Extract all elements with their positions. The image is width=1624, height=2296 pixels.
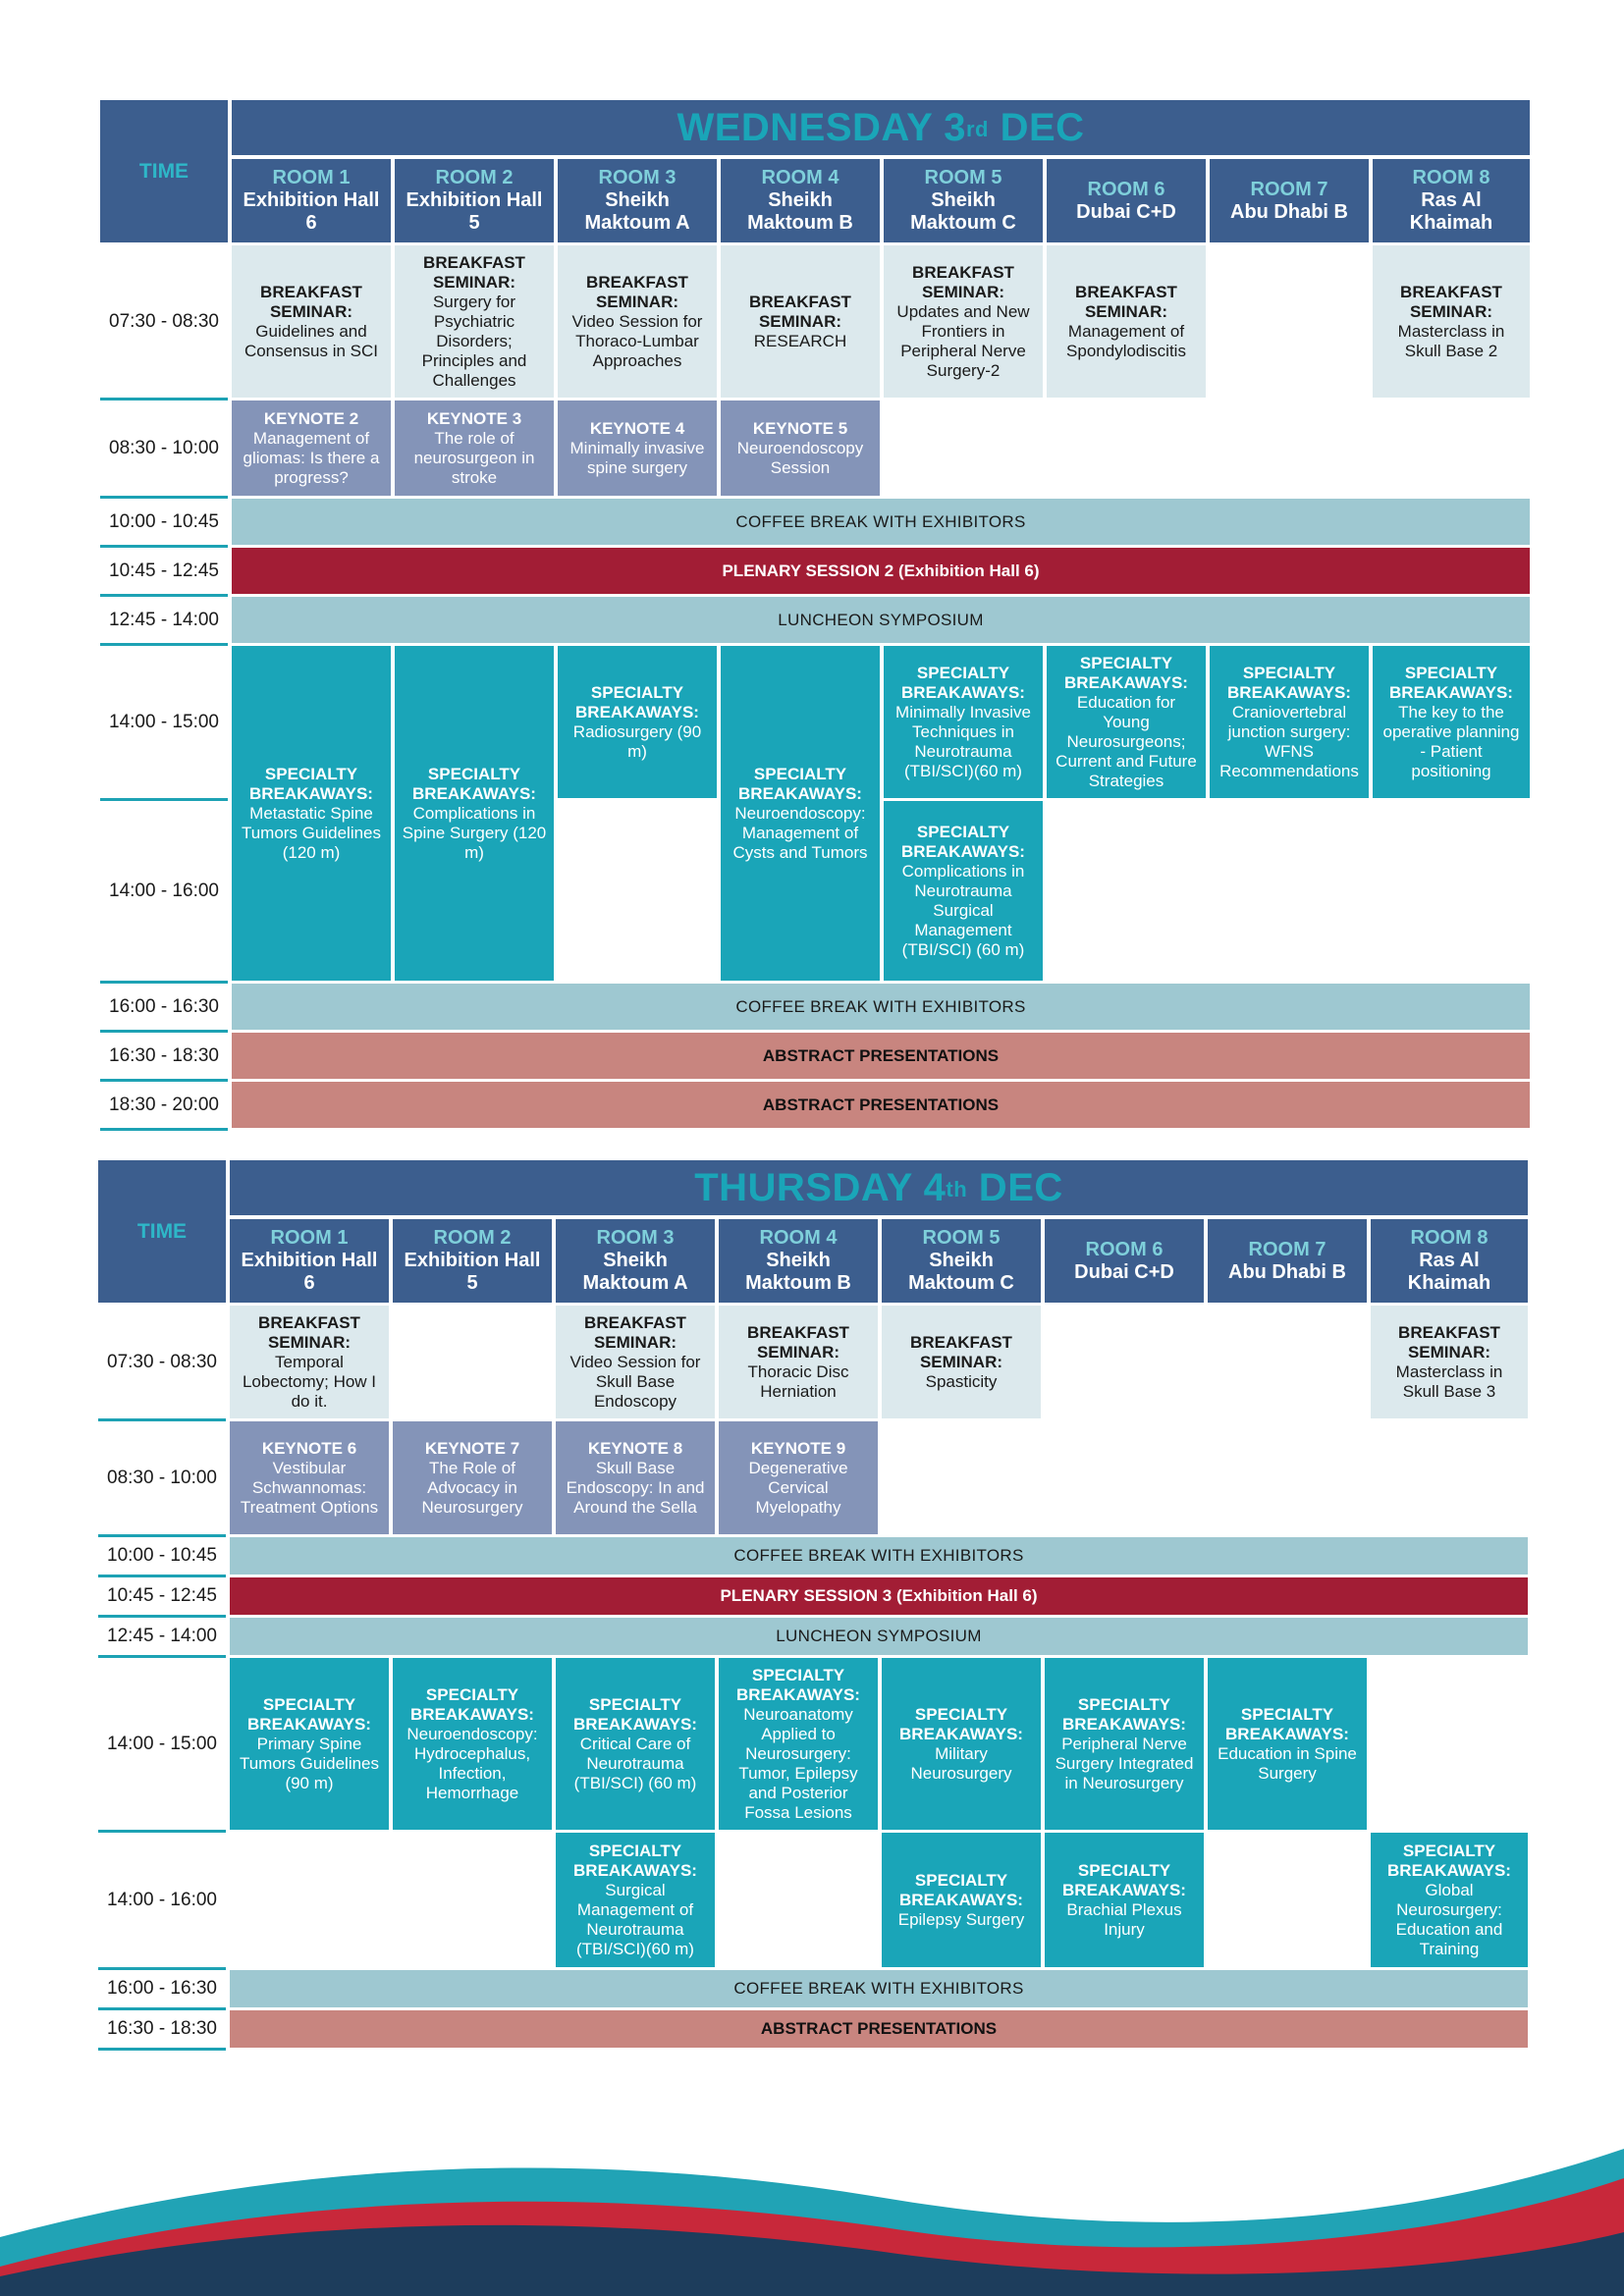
session-title: KEYNOTE 4	[589, 418, 685, 438]
room-number: ROOM 2	[433, 1227, 512, 1249]
room-3-header	[558, 159, 717, 242]
thursday-schedule	[98, 1160, 1528, 2054]
room-5-header	[884, 159, 1043, 242]
session-topic: The Role of Advocacy in Neurosurgery	[421, 1458, 523, 1517]
session-topic: The role of neurosurgeon in stroke	[413, 428, 535, 487]
session-topic: Spasticity	[925, 1371, 998, 1391]
time-slot: 16:30 - 18:30	[100, 1033, 228, 1082]
room-1-header	[232, 159, 391, 242]
room-number: ROOM 4	[759, 1227, 838, 1249]
session-title: BREAKFAST SEMINAR:	[912, 262, 1014, 301]
time-slot: 07:30 - 08:30	[98, 1306, 226, 1421]
room-8-header	[1373, 159, 1530, 242]
session-topic: Neuroendoscopy: Management of Cysts and Tumors	[732, 803, 868, 862]
session-topic: Masterclass in Skull Base 3	[1395, 1362, 1503, 1401]
session-title: SPECIALTY BREAKAWAYS:	[573, 1694, 697, 1734]
specialty-breakaway	[721, 646, 880, 981]
room-7-header	[1210, 159, 1369, 242]
room-number: ROOM 5	[924, 167, 1002, 188]
time-slot: 10:45 - 12:45	[100, 548, 228, 597]
luncheon-symposium-bar: LUNCHEON SYMPOSIUM	[232, 597, 1530, 643]
room-name: Ras Al Khaimah	[1409, 189, 1493, 234]
session-title: BREAKFAST SEMINAR:	[749, 292, 851, 331]
session-title: KEYNOTE 3	[426, 408, 522, 428]
session-title: SPECIALTY BREAKAWAYS:	[901, 663, 1025, 702]
breakfast-seminar	[1047, 245, 1206, 398]
session-title: SPECIALTY BREAKAWAYS:	[899, 1704, 1023, 1743]
session-title: KEYNOTE 8	[587, 1438, 683, 1458]
room-number: ROOM 1	[272, 167, 351, 188]
session-title: BREAKFAST SEMINAR:	[747, 1322, 849, 1362]
keynote-session	[230, 1421, 389, 1534]
session-title: BREAKFAST SEMINAR:	[258, 1312, 360, 1352]
session-title: BREAKFAST SEMINAR:	[584, 1312, 686, 1352]
specialty-breakaway	[1373, 646, 1530, 798]
session-title: KEYNOTE 5	[752, 418, 848, 438]
specialty-breakaway	[882, 1833, 1041, 1967]
room-4-header	[721, 159, 880, 242]
time-slot: 08:30 - 10:00	[100, 400, 228, 499]
session-topic: Complications in Neurotrauma Surgical Management (TBI/SCI) (60 m)	[901, 861, 1025, 959]
session-topic: Global Neurosurgery: Education and Training	[1395, 1880, 1503, 1958]
specialty-breakaway	[719, 1658, 878, 1830]
session-topic: Management of Spondylodiscitis	[1066, 321, 1186, 360]
day-title-suffix: th	[946, 1177, 968, 1201]
time-slot: 14:00 - 16:00	[98, 1833, 226, 1970]
session-topic: Vestibular Schwannomas: Treatment Options	[240, 1458, 379, 1517]
session-topic: The key to the operative planning - Patient positioning	[1382, 702, 1520, 780]
session-title: SPECIALTY BREAKAWAYS:	[410, 1684, 534, 1724]
session-title: SPECIALTY BREAKAWAYS:	[412, 764, 536, 803]
specialty-breakaway	[884, 646, 1043, 798]
session-title: KEYNOTE 7	[424, 1438, 520, 1458]
session-title: KEYNOTE 2	[263, 408, 359, 428]
room-2-header	[393, 1219, 552, 1303]
session-topic: Peripheral Nerve Surgery Integrated in Neurosurgery	[1055, 1734, 1194, 1792]
session-topic: Skull Base Endoscopy: In and Around the Sella	[566, 1458, 705, 1517]
room-name: Sheikh Maktoum B	[745, 1250, 851, 1294]
session-topic: Minimally Invasive Techniques in Neurotrauma (TBI/SCI)(60 m)	[895, 702, 1031, 780]
session-title: SPECIALTY BREAKAWAYS:	[573, 1841, 697, 1880]
room-8-header	[1371, 1219, 1528, 1303]
time-header: TIME	[98, 1160, 226, 1303]
room-name: Sheikh Maktoum A	[584, 189, 690, 234]
room-3-header	[556, 1219, 715, 1303]
room-number: ROOM 8	[1412, 167, 1490, 188]
room-number: ROOM 7	[1248, 1238, 1326, 1260]
room-name: Exhibition Hall 6	[241, 1250, 378, 1294]
breakfast-seminar	[1371, 1306, 1528, 1418]
keynote-session	[393, 1421, 552, 1534]
specialty-breakaway	[1208, 1658, 1367, 1830]
time-slot: 14:00 - 16:00	[100, 801, 228, 984]
session-title: SPECIALTY BREAKAWAYS:	[247, 1694, 371, 1734]
keynote-session	[719, 1421, 878, 1534]
room-name: Sheikh Maktoum C	[910, 189, 1016, 234]
room-5-header	[882, 1219, 1041, 1303]
luncheon-symposium-bar: LUNCHEON SYMPOSIUM	[230, 1618, 1528, 1655]
room-number: ROOM 7	[1250, 178, 1328, 200]
session-topic: Video Session for Skull Base Endoscopy	[569, 1352, 701, 1411]
room-4-header	[719, 1219, 878, 1303]
specialty-breakaway	[230, 1658, 389, 1830]
session-topic: Masterclass in Skull Base 2	[1397, 321, 1505, 360]
session-topic: Neuroanatomy Applied to Neurosurgery: Tumor, Epilepsy and Posterior Fossa Lesions	[738, 1704, 858, 1822]
room-name: Sheikh Maktoum C	[908, 1250, 1014, 1294]
coffee-break-bar: COFFEE BREAK WITH EXHIBITORS	[230, 1970, 1528, 2007]
session-topic: Minimally invasive spine surgery	[569, 438, 705, 477]
time-slot: 12:45 - 14:00	[98, 1618, 226, 1658]
room-number: ROOM 5	[922, 1227, 1001, 1249]
session-topic: Updates and New Frontiers in Peripheral Nerve Surgery-2	[896, 301, 1030, 380]
session-topic: Brachial Plexus Injury	[1066, 1899, 1182, 1939]
keynote-session	[395, 400, 554, 496]
time-slot: 12:45 - 14:00	[100, 597, 228, 646]
room-name: Ras Al Khaimah	[1407, 1250, 1491, 1294]
room-number: ROOM 6	[1087, 178, 1165, 200]
session-topic: Metastatic Spine Tumors Guidelines (120 m)	[241, 803, 382, 862]
session-topic: Radiosurgery (90 m)	[572, 721, 702, 761]
session-title: SPECIALTY BREAKAWAYS:	[1062, 1694, 1186, 1734]
session-title: BREAKFAST SEMINAR:	[586, 272, 688, 311]
session-topic: Neuroendoscopy: Hydrocephalus, Infection, Hemorrhage	[406, 1724, 538, 1802]
session-topic: Primary Spine Tumors Guidelines (90 m)	[239, 1734, 380, 1792]
session-title: BREAKFAST SEMINAR:	[1075, 282, 1177, 321]
session-title: SPECIALTY BREAKAWAYS:	[249, 764, 373, 803]
breakfast-seminar	[230, 1306, 389, 1418]
session-topic: Video Session for Thoraco-Lumbar Approaches	[571, 311, 703, 370]
specialty-breakaway	[1045, 1658, 1204, 1830]
room-name: Sheikh Maktoum B	[747, 189, 853, 234]
room-name: Exhibition Hall 5	[404, 1250, 541, 1294]
session-topic: Surgery for Psychiatric Disorders; Principles and Challenges	[421, 292, 527, 390]
time-slot: 10:00 - 10:45	[98, 1537, 226, 1577]
coffee-break-bar: COFFEE BREAK WITH EXHIBITORS	[232, 499, 1530, 545]
room-number: ROOM 3	[598, 167, 677, 188]
abstract-presentations-bar: ABSTRACT PRESENTATIONS	[232, 1033, 1530, 1079]
time-slot: 14:00 - 15:00	[98, 1658, 226, 1833]
footer-wave-decoration	[0, 2119, 1624, 2296]
time-slot: 16:30 - 18:30	[98, 2010, 226, 2051]
specialty-breakaway	[556, 1658, 715, 1830]
keynote-session	[232, 400, 391, 496]
time-header: TIME	[100, 100, 228, 242]
time-slot: 16:00 - 16:30	[100, 984, 228, 1033]
session-title: SPECIALTY BREAKAWAYS:	[1064, 653, 1188, 692]
session-title: KEYNOTE 9	[750, 1438, 846, 1458]
session-topic: Surgical Management of Neurotrauma (TBI/SCI)(60 m)	[576, 1880, 694, 1958]
room-6-header	[1047, 159, 1206, 242]
specialty-breakaway	[882, 1658, 1041, 1830]
room-number: ROOM 4	[761, 167, 839, 188]
session-topic: Craniovertebral junction surgery: WFNS Recommendations	[1219, 702, 1359, 780]
coffee-break-bar: COFFEE BREAK WITH EXHIBITORS	[232, 984, 1530, 1030]
room-number: ROOM 2	[435, 167, 514, 188]
time-slot: 10:00 - 10:45	[100, 499, 228, 548]
room-name: Exhibition Hall 5	[406, 189, 543, 234]
session-topic: Military Neurosurgery	[910, 1743, 1012, 1783]
specialty-breakaway	[1371, 1833, 1528, 1967]
room-name: Abu Dhabi B	[1230, 200, 1348, 223]
session-topic: Degenerative Cervical Myelopathy	[748, 1458, 848, 1517]
keynote-session	[721, 400, 880, 496]
abstract-presentations-bar: ABSTRACT PRESENTATIONS	[232, 1082, 1530, 1128]
day-title	[230, 1160, 1528, 1215]
session-title: SPECIALTY BREAKAWAYS:	[1389, 663, 1513, 702]
session-topic: Guidelines and Consensus in SCI	[244, 321, 379, 360]
specialty-breakaway	[556, 1833, 715, 1967]
day-title-month: DEC	[967, 1166, 1063, 1209]
abstract-presentations-bar: ABSTRACT PRESENTATIONS	[230, 2010, 1528, 2048]
breakfast-seminar	[395, 245, 554, 398]
day-title-main: WEDNESDAY 3	[677, 106, 966, 149]
day-title	[232, 100, 1530, 155]
specialty-breakaway	[558, 646, 717, 798]
room-name: Abu Dhabi B	[1228, 1260, 1346, 1283]
session-topic: Complications in Spine Surgery (120 m)	[402, 803, 547, 862]
session-topic: Epilepsy Surgery	[897, 1909, 1025, 1929]
plenary-session-bar: PLENARY SESSION 3 (Exhibition Hall 6)	[230, 1577, 1528, 1615]
breakfast-seminar	[884, 245, 1043, 398]
breakfast-seminar	[1373, 245, 1530, 398]
room-number: ROOM 6	[1085, 1238, 1164, 1260]
session-title: BREAKFAST SEMINAR:	[423, 252, 525, 292]
session-title: SPECIALTY BREAKAWAYS:	[1227, 663, 1351, 702]
room-name: Dubai C+D	[1074, 1260, 1174, 1283]
session-topic: Management of gliomas: Is there a progress?	[243, 428, 380, 487]
session-title: SPECIALTY BREAKAWAYS:	[575, 682, 699, 721]
room-2-header	[395, 159, 554, 242]
room-number: ROOM 1	[270, 1227, 349, 1249]
session-title: SPECIALTY BREAKAWAYS:	[1387, 1841, 1511, 1880]
breakfast-seminar	[721, 245, 880, 398]
session-title: SPECIALTY BREAKAWAYS:	[738, 764, 862, 803]
specialty-breakaway	[884, 801, 1043, 981]
session-title: BREAKFAST SEMINAR:	[1400, 282, 1502, 321]
breakfast-seminar	[719, 1306, 878, 1418]
room-7-header	[1208, 1219, 1367, 1303]
session-topic: Critical Care of Neurotrauma (TBI/SCI) (60 m)	[573, 1734, 697, 1792]
room-number: ROOM 8	[1410, 1227, 1489, 1249]
session-topic: Neuroendoscopy Session	[736, 438, 864, 477]
day-title-month: DEC	[988, 106, 1085, 149]
session-title: KEYNOTE 6	[261, 1438, 357, 1458]
session-topic: Thoracic Disc Herniation	[747, 1362, 849, 1401]
session-topic: Temporal Lobectomy; How I do it.	[242, 1352, 377, 1411]
session-title: BREAKFAST SEMINAR:	[910, 1332, 1012, 1371]
time-slot: 16:00 - 16:30	[98, 1970, 226, 2010]
specialty-breakaway	[1210, 646, 1369, 798]
coffee-break-bar: COFFEE BREAK WITH EXHIBITORS	[230, 1537, 1528, 1575]
session-title: SPECIALTY BREAKAWAYS:	[736, 1665, 860, 1704]
session-topic: Education in Spine Surgery	[1218, 1743, 1357, 1783]
plenary-session-bar: PLENARY SESSION 2 (Exhibition Hall 6)	[232, 548, 1530, 594]
time-slot: 07:30 - 08:30	[100, 245, 228, 400]
specialty-breakaway	[1047, 646, 1206, 798]
breakfast-seminar	[232, 245, 391, 398]
room-name: Sheikh Maktoum A	[582, 1250, 688, 1294]
room-1-header	[230, 1219, 389, 1303]
session-topic: Education for Young Neurosurgeons; Current and Future Strategies	[1056, 692, 1197, 790]
session-title: SPECIALTY BREAKAWAYS:	[1225, 1704, 1349, 1743]
session-title: SPECIALTY BREAKAWAYS:	[1062, 1860, 1186, 1899]
session-title: SPECIALTY BREAKAWAYS:	[901, 822, 1025, 861]
breakfast-seminar	[882, 1306, 1041, 1418]
session-topic: RESEARCH	[753, 331, 847, 350]
room-6-header	[1045, 1219, 1204, 1303]
time-slot: 08:30 - 10:00	[98, 1421, 226, 1537]
room-number: ROOM 3	[596, 1227, 675, 1249]
time-slot: 18:30 - 20:00	[100, 1082, 228, 1131]
specialty-breakaway	[395, 646, 554, 981]
keynote-session	[556, 1421, 715, 1534]
keynote-session	[558, 400, 717, 496]
specialty-breakaway	[232, 646, 391, 981]
day-title-suffix: rd	[965, 117, 989, 141]
breakfast-seminar	[556, 1306, 715, 1418]
wednesday-schedule	[100, 100, 1530, 1131]
room-name: Dubai C+D	[1076, 200, 1176, 223]
room-name: Exhibition Hall 6	[243, 189, 380, 234]
session-title: SPECIALTY BREAKAWAYS:	[899, 1870, 1023, 1909]
time-slot: 14:00 - 15:00	[100, 646, 228, 801]
breakfast-seminar	[558, 245, 717, 398]
time-slot: 10:45 - 12:45	[98, 1577, 226, 1618]
session-title: BREAKFAST SEMINAR:	[1398, 1322, 1500, 1362]
specialty-breakaway	[1045, 1833, 1204, 1967]
day-title-main: THURSDAY 4	[694, 1166, 947, 1209]
specialty-breakaway	[393, 1658, 552, 1830]
session-title: BREAKFAST SEMINAR:	[260, 282, 362, 321]
